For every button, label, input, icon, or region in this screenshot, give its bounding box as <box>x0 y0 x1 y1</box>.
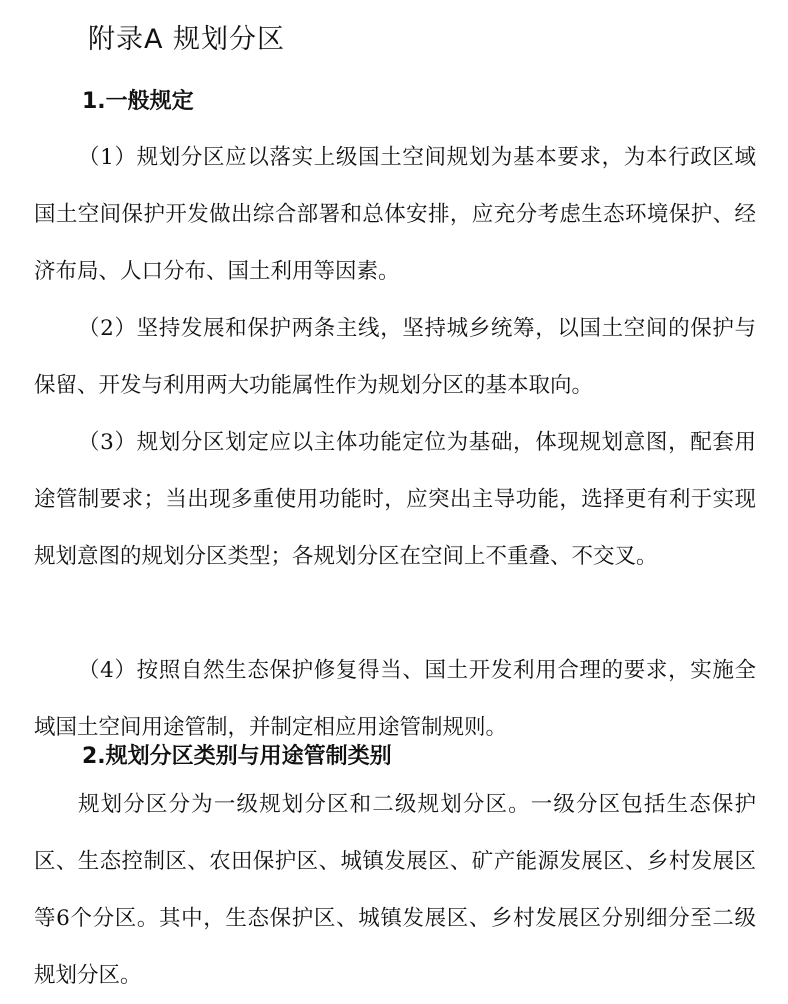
paragraph-4: （4）按照自然生态保护修复得当、国土开发利用合理的要求，实施全域国土空间用途管制，并制定相应用途管制规则。 <box>34 658 756 740</box>
paragraph-2: （2）坚持发展和保护两条主线，坚持城乡统筹，以国土空间的保护与保留、开发与利用两大功能属性作为规划分区的基本取向。 <box>34 316 756 398</box>
section-heading-general-rules: 1.一般规定 <box>82 89 194 114</box>
page-title: 附录A 规划分区 <box>88 24 286 55</box>
paragraph-5: 规划分区分为一级规划分区和二级规划分区。一级分区包括生态保护区、生态控制区、农田保护区、城镇发展区、矿产能源发展区、乡村发展区等6个分区。其中，生态保护区、城镇发展区、乡村发展区分别细分至二级规划分区。 <box>34 792 756 988</box>
section-heading-zoning-categories: 2.规划分区类别与用途管制类别 <box>82 744 392 769</box>
paragraph-1: （1）规划分区应以落实上级国土空间规划为基本要求，为本行政区域国土空间保护开发做出综合部署和总体安排，应充分考虑生态环境保护、经济布局、人口分布、国土利用等因素。 <box>34 145 756 284</box>
paragraph-3: （3）规划分区划定应以主体功能定位为基础，体现规划意图，配套用途管制要求；当出现多重使用功能时，应突出主导功能，选择更有利于实现规划意图的规划分区类型；各规划分区在空间上不重叠、不交叉。 <box>34 430 756 569</box>
